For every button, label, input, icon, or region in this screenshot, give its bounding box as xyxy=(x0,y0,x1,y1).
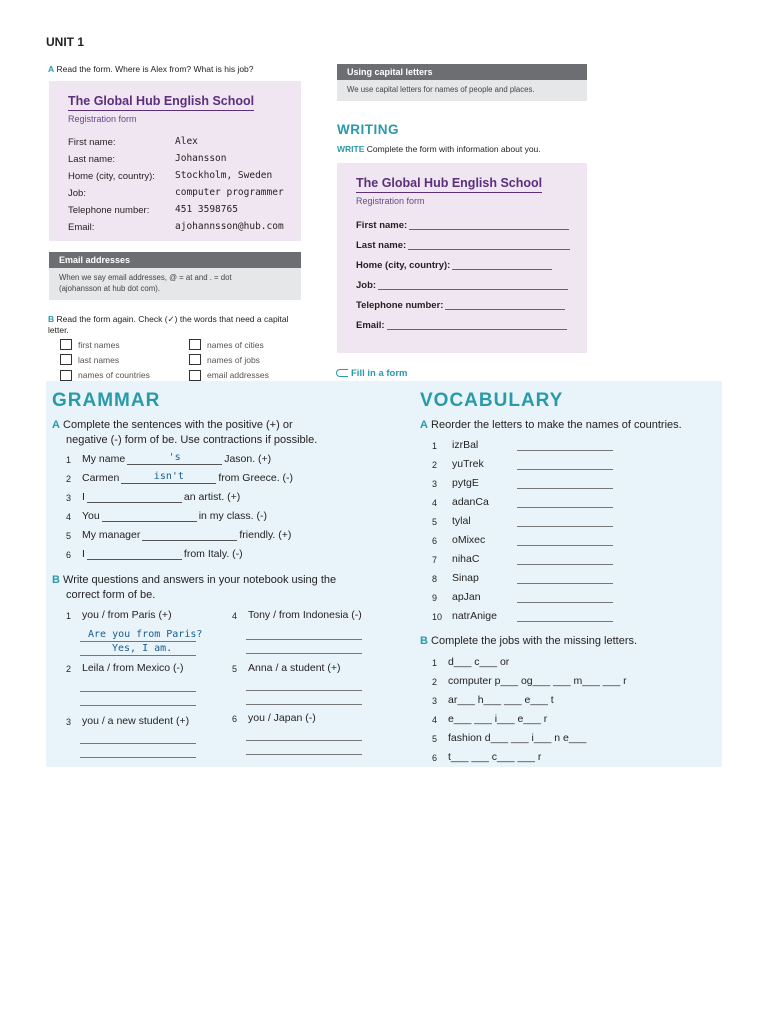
question-letter: B xyxy=(52,574,60,586)
instruction-line: correct form of be. xyxy=(66,589,156,601)
checkbox-label: last names xyxy=(78,354,120,365)
form-label: Job: xyxy=(68,188,86,199)
answer-line[interactable] xyxy=(246,690,362,691)
form-value: computer programmer xyxy=(175,187,284,198)
vocabulary-b-item[interactable] xyxy=(432,732,586,744)
answer-line[interactable] xyxy=(517,621,613,622)
grammar-a-item xyxy=(66,547,243,560)
item-number: 3 xyxy=(66,493,72,503)
item-number: 5 xyxy=(66,531,72,541)
item-number: 8 xyxy=(432,574,438,584)
item-number: 4 xyxy=(432,715,438,725)
grammar-b-item xyxy=(66,662,184,674)
capital-tip-body: We use capital letters for names of people and places. xyxy=(337,80,587,101)
item-number: 2 xyxy=(432,677,438,687)
item-number: 4 xyxy=(432,498,438,508)
form-school-name: The Global Hub English School xyxy=(356,176,542,193)
instruction-line: Reorder the letters to make the names of countries. xyxy=(431,419,682,431)
answer-line[interactable] xyxy=(80,641,196,642)
question-text: Read the form. Where is Alex from? What is his job? xyxy=(56,64,254,74)
item-text: Anna / a student (+) xyxy=(248,662,341,674)
item-text: you / a new student (+) xyxy=(82,715,190,727)
field-label: Telephone number: xyxy=(356,300,444,311)
item-number: 3 xyxy=(432,479,438,489)
example-answer: Yes, I am. xyxy=(112,643,173,654)
instruction-line: Complete the jobs with the missing letters. xyxy=(431,635,638,647)
missing-letters-word[interactable]: e___ ___ i___ e___ r xyxy=(448,713,548,725)
item-text: Jason. (+) xyxy=(224,453,272,465)
answer-line[interactable] xyxy=(246,639,362,640)
vocabulary-b-item[interactable] xyxy=(432,713,547,725)
vocabulary-b-instruction xyxy=(420,634,637,649)
answer-line[interactable] xyxy=(517,526,613,527)
missing-letters-word[interactable]: t___ ___ c___ ___ r xyxy=(448,751,542,763)
email-tip-title: Email addresses xyxy=(49,252,301,268)
field-line[interactable] xyxy=(408,249,570,250)
item-number: 1 xyxy=(432,441,438,451)
job-field[interactable] xyxy=(356,280,568,291)
grammar-a-item xyxy=(66,490,240,503)
item-text: I xyxy=(82,548,85,560)
checkbox-label: names of countries xyxy=(78,370,150,380)
scrambled-word: natrAnige xyxy=(452,610,497,622)
checkbox-first-names[interactable] xyxy=(60,339,120,350)
item-text: Leila / from Mexico (-) xyxy=(82,662,184,674)
question-letter: A xyxy=(420,419,428,431)
answer-line[interactable] xyxy=(517,602,613,603)
checkbox-square[interactable] xyxy=(189,370,201,381)
answer-blank[interactable] xyxy=(142,528,237,541)
item-text: I xyxy=(82,491,85,503)
instruction-text: Complete the form with information about you. xyxy=(366,144,541,154)
question-text: Read the form again. Check (✓) the words that need a capital letter. xyxy=(48,314,289,335)
vocabulary-b-item[interactable] xyxy=(432,694,554,706)
link-text: Fill in a form xyxy=(351,368,408,379)
item-number: 9 xyxy=(432,593,438,603)
fill-in-form-link[interactable] xyxy=(336,368,407,381)
answer-line[interactable] xyxy=(246,754,362,755)
scrambled-word: yuTrek xyxy=(452,458,484,470)
answer-line[interactable] xyxy=(80,655,196,656)
form-value: Stockholm, Sweden xyxy=(175,170,273,181)
reading-question-b xyxy=(48,314,298,336)
last-name-field[interactable] xyxy=(356,240,570,251)
email-tip-line: (ajohansson at hub dot com). xyxy=(59,284,160,293)
item-number: 5 xyxy=(432,517,438,527)
field-label: Last name: xyxy=(356,240,407,251)
scrambled-word: izrBal xyxy=(452,439,479,451)
checkbox-square[interactable] xyxy=(60,354,72,365)
item-number: 5 xyxy=(232,664,238,674)
field-label: Email: xyxy=(356,320,385,331)
grammar-a-instruction xyxy=(52,418,317,448)
grammar-b-instruction xyxy=(52,573,336,603)
item-number: 4 xyxy=(232,611,238,621)
answer-line[interactable] xyxy=(80,691,196,692)
scrambled-word: Sinap xyxy=(452,572,479,584)
item-number: 3 xyxy=(66,717,72,727)
scrambled-word: nihaC xyxy=(452,553,480,565)
question-letter: A xyxy=(48,64,55,74)
grammar-b-item xyxy=(66,609,172,621)
missing-letters-word[interactable]: fashion d___ ___ i___ n e___ xyxy=(448,732,587,744)
grammar-a-item xyxy=(66,452,271,465)
item-text: Tony / from Indonesia (-) xyxy=(248,609,362,621)
item-number: 6 xyxy=(432,536,438,546)
form-value: ajohannsson@hub.com xyxy=(175,221,284,232)
answer-line[interactable] xyxy=(517,469,613,470)
grammar-a-item xyxy=(66,509,267,522)
field-line[interactable] xyxy=(409,229,569,230)
checkbox-label: names of jobs xyxy=(207,354,260,365)
item-number: 7 xyxy=(432,555,438,565)
item-text: in my class. (-) xyxy=(198,510,267,522)
first-name-field[interactable] xyxy=(356,220,569,231)
form-school-name: The Global Hub English School xyxy=(68,94,254,111)
form-label: Telephone number: xyxy=(68,205,150,216)
instruction-line: Write questions and answers in your notebook using the xyxy=(63,574,337,586)
item-number: 6 xyxy=(232,714,238,724)
answer-line[interactable] xyxy=(517,450,613,451)
item-number: 6 xyxy=(432,753,438,763)
form-value: Alex xyxy=(175,136,198,147)
form-label: Email: xyxy=(68,222,95,233)
item-text: My manager xyxy=(82,529,141,541)
checkbox-names-of-countries[interactable] xyxy=(60,369,150,381)
vocabulary-a-item xyxy=(432,477,479,489)
checkbox-names-of-jobs[interactable] xyxy=(189,354,260,365)
scrambled-word: adanCa xyxy=(452,496,489,508)
item-number: 3 xyxy=(432,696,438,706)
item-number: 1 xyxy=(432,658,438,668)
field-label: Job: xyxy=(356,280,377,291)
field-line[interactable] xyxy=(378,289,568,290)
vocabulary-a-item xyxy=(432,439,478,451)
item-number: 10 xyxy=(432,612,443,622)
answer-blank[interactable]: 's xyxy=(127,452,222,465)
alex-registration-form xyxy=(49,81,301,241)
vocabulary-b-item[interactable] xyxy=(432,675,627,687)
missing-letters-word[interactable]: ar___ h___ ___ e___ t xyxy=(448,694,554,706)
scrambled-word: pytgE xyxy=(452,477,479,489)
field-line[interactable] xyxy=(445,309,565,310)
item-text: an artist. (+) xyxy=(183,491,241,503)
item-text: You xyxy=(82,510,100,522)
scrambled-word: apJan xyxy=(452,591,481,603)
grammar-heading: GRAMMAR xyxy=(52,390,161,411)
answer-blank[interactable] xyxy=(87,547,182,560)
field-label: Home (city, country): xyxy=(356,260,451,271)
vocabulary-a-instruction xyxy=(420,418,682,433)
form-label: Home (city, country): xyxy=(68,171,155,182)
item-number: 4 xyxy=(66,512,72,522)
form-subtitle: Registration form xyxy=(356,196,425,206)
vocabulary-a-item xyxy=(432,534,485,546)
checkbox-square[interactable] xyxy=(189,354,201,365)
item-text: you / Japan (-) xyxy=(248,712,316,724)
answer-blank[interactable] xyxy=(102,509,197,522)
vocabulary-a-item xyxy=(432,553,479,565)
home-field[interactable] xyxy=(356,260,552,271)
answer-line[interactable] xyxy=(246,704,362,705)
telephone-field[interactable] xyxy=(356,300,565,311)
checkbox-square[interactable] xyxy=(189,339,201,350)
missing-letters-word[interactable]: d___ c___ or xyxy=(448,656,510,668)
grammar-b-item xyxy=(232,662,341,674)
vocabulary-b-item[interactable] xyxy=(432,751,541,763)
grammar-b-item xyxy=(232,712,316,724)
answer-line[interactable] xyxy=(246,653,362,654)
writing-instruction xyxy=(337,144,541,154)
item-text: from Greece. (-) xyxy=(218,472,294,484)
checkbox-email-addresses[interactable] xyxy=(189,369,269,381)
checkbox-label: names of cities xyxy=(207,339,264,350)
example-question: Are you from Paris? xyxy=(88,629,203,640)
reading-question-a xyxy=(48,64,254,74)
answer-blank[interactable] xyxy=(87,490,182,503)
scrambled-word: tylal xyxy=(452,515,471,527)
vocabulary-b-item[interactable] xyxy=(432,656,509,668)
key-icon xyxy=(336,369,348,377)
answer-line[interactable] xyxy=(80,705,196,706)
answer-line[interactable] xyxy=(80,757,196,758)
vocabulary-a-item xyxy=(432,496,489,508)
write-tag: WRITE xyxy=(337,144,365,154)
field-label: First name: xyxy=(356,220,408,231)
form-value: 451 3598765 xyxy=(175,204,238,215)
item-number: 2 xyxy=(66,664,72,674)
instruction-line: negative (-) form of be. Use contractions if possible. xyxy=(66,434,318,446)
question-letter: B xyxy=(420,635,428,647)
scrambled-word: oMixec xyxy=(452,534,486,546)
capital-tip-title: Using capital letters xyxy=(337,64,587,80)
form-label: First name: xyxy=(68,137,116,148)
checkbox-names-of-cities[interactable] xyxy=(189,339,264,350)
item-text: you / from Paris (+) xyxy=(82,609,172,621)
item-text: My name xyxy=(82,453,126,465)
item-number: 5 xyxy=(432,734,438,744)
checkbox-square[interactable] xyxy=(60,339,72,350)
grammar-vocabulary-panel xyxy=(46,381,722,767)
answer-line[interactable] xyxy=(517,545,613,546)
item-number: 2 xyxy=(432,460,438,470)
checkbox-label: email addresses xyxy=(207,370,269,380)
form-subtitle: Registration form xyxy=(68,114,137,124)
unit-label: UNIT 1 xyxy=(46,35,85,49)
form-value: Johansson xyxy=(175,153,227,164)
answer-line[interactable] xyxy=(517,507,613,508)
vocabulary-a-item xyxy=(432,591,481,603)
field-line[interactable] xyxy=(387,329,567,330)
grammar-b-item xyxy=(66,715,189,727)
answer-line[interactable] xyxy=(517,583,613,584)
email-field[interactable] xyxy=(356,320,567,331)
vocabulary-a-item xyxy=(432,515,471,527)
vocabulary-a-item xyxy=(432,458,484,470)
answer-blank[interactable]: isn't xyxy=(121,471,216,484)
form-label: Last name: xyxy=(68,154,115,165)
item-number: 2 xyxy=(66,474,72,484)
checkbox-last-names[interactable] xyxy=(60,354,119,365)
item-number: 1 xyxy=(66,611,72,621)
answer-line[interactable] xyxy=(246,740,362,741)
grammar-a-item xyxy=(66,471,293,484)
vocabulary-heading: VOCABULARY xyxy=(420,390,564,411)
email-tip-line: When we say email addresses, @ = at and . = dot xyxy=(59,273,232,282)
missing-letters-word[interactable]: computer p___ og___ ___ m___ ___ r xyxy=(448,675,627,687)
vocabulary-a-item xyxy=(432,572,479,584)
instruction-line: Complete the sentences with the positive (+) or xyxy=(63,419,293,431)
field-line[interactable] xyxy=(452,269,552,270)
item-number: 1 xyxy=(66,455,72,465)
vocabulary-a-item xyxy=(432,610,497,622)
grammar-a-item xyxy=(66,528,291,541)
question-letter: A xyxy=(52,419,60,431)
checkbox-square[interactable] xyxy=(60,370,72,381)
item-number: 6 xyxy=(66,550,72,560)
item-text: Carmen xyxy=(82,472,120,484)
writing-heading: WRITING xyxy=(337,122,399,137)
checkbox-label: first names xyxy=(78,339,120,350)
blank-registration-form xyxy=(337,163,587,353)
question-letter: B xyxy=(48,314,55,324)
grammar-b-item xyxy=(232,609,362,621)
answer-line[interactable] xyxy=(80,743,196,744)
item-text: from Italy. (-) xyxy=(183,548,243,560)
email-tip-body xyxy=(49,268,301,300)
answer-line[interactable] xyxy=(517,564,613,565)
answer-line[interactable] xyxy=(517,488,613,489)
item-text: friendly. (+) xyxy=(239,529,292,541)
